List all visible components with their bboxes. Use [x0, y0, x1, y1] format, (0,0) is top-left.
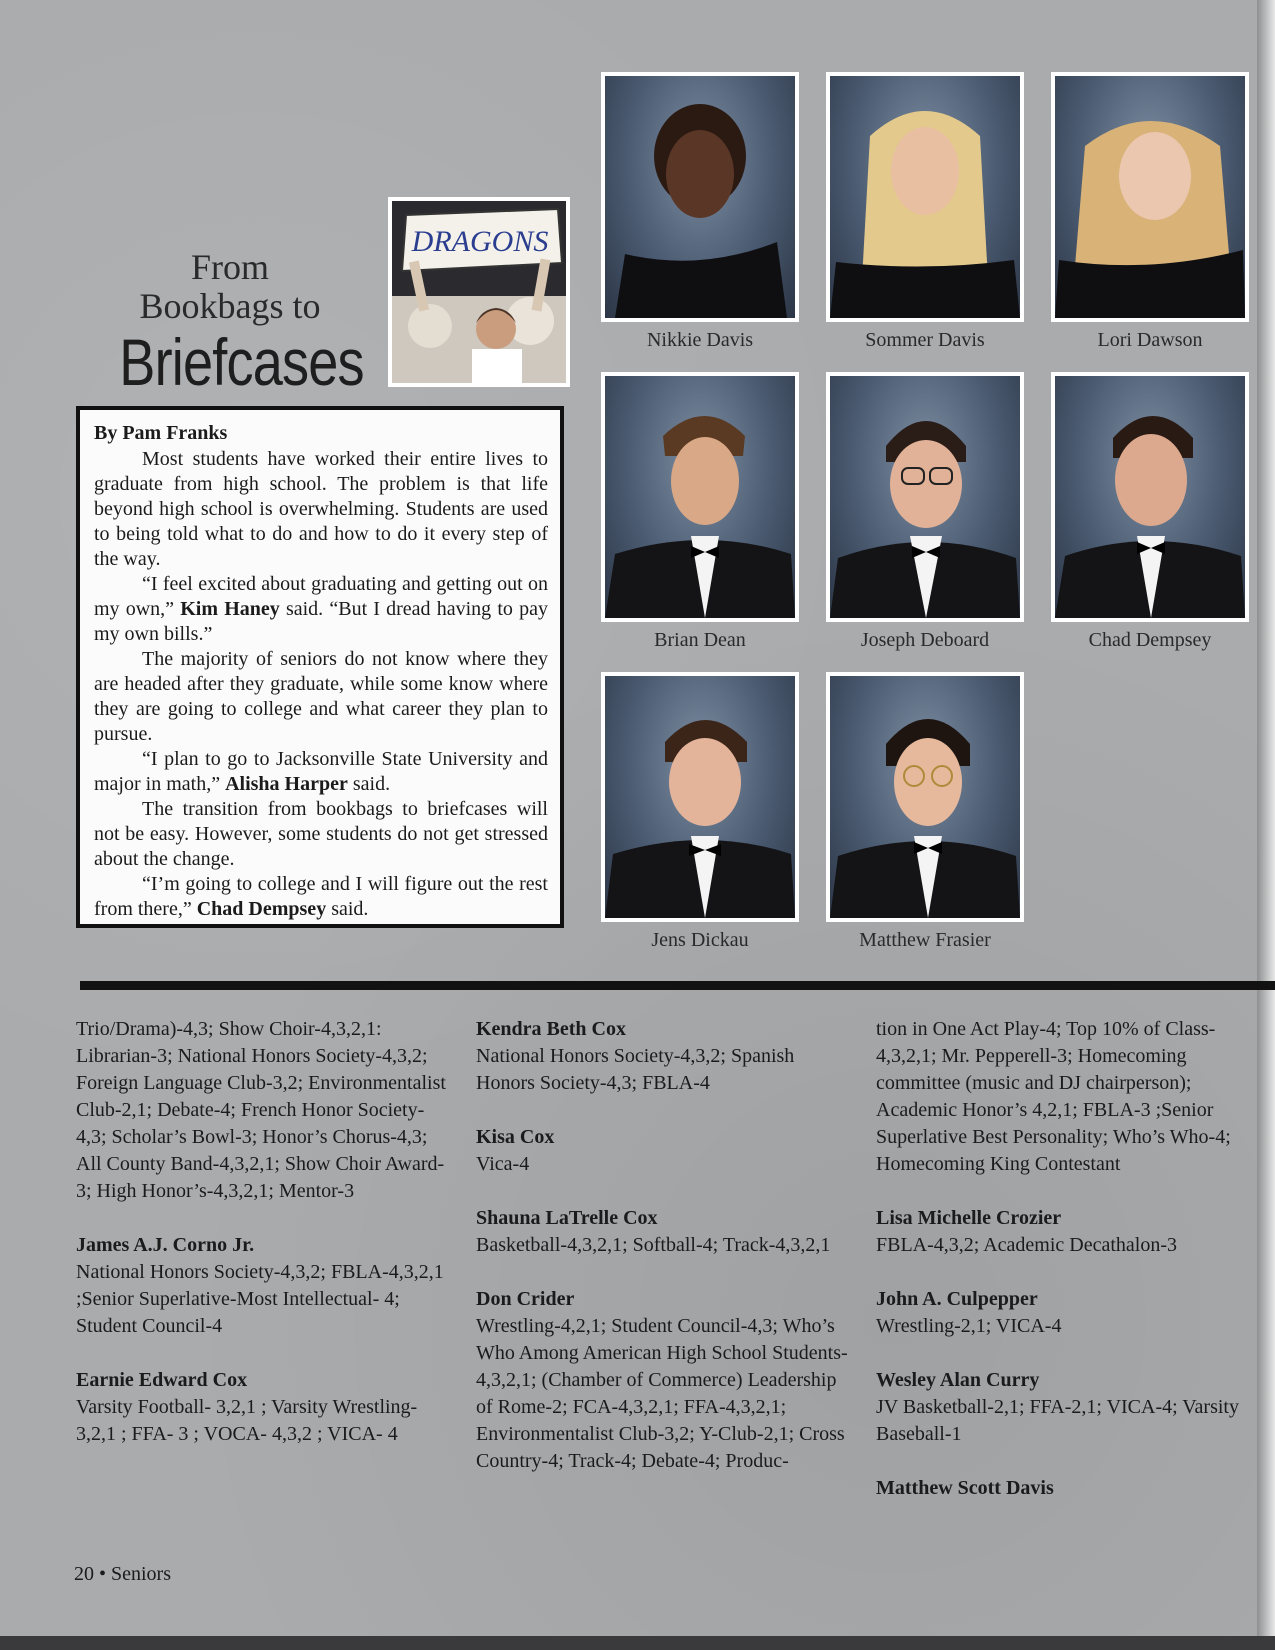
senior-activities: Basketball-4,3,2,1; Softball-4; Track-4,3,2,1 [476, 1234, 831, 1256]
portrait-name: Nikkie Davis [646, 329, 754, 351]
senior-name: Wesley Alan Curry [876, 1369, 1040, 1391]
feature-title [95, 248, 365, 398]
portrait-nikkie-davis [601, 72, 799, 352]
senior-activities: Wrestling-4,2,1; Student Council-4,3; Who’s Who Among American High School Students-4,3,2,1; (Chamber of Commerce) Leadership of Rome-2; FCA-4,3,2,1; FFA-4,3,2,1; Environmentalist Club-3,2; Y-Club-2,1; Cross Country-4; Track-4; Debate-4; Produc- [476, 1315, 848, 1472]
portrait-name: Chad Dempsey [1088, 629, 1212, 651]
portrait-name: Lori Dawson [1097, 329, 1203, 351]
senior-name: Matthew Scott Davis [876, 1477, 1054, 1499]
portrait-matthew-frasier [826, 672, 1024, 952]
bottom-edge [0, 1636, 1275, 1650]
senior-entry: Trio/Drama)-4,3; Show Choir-4,3,2,1: Librarian-3; National Honors Society-4,3,2; Foreign Language Club-3,2; Environmentalist Club-2,1; Debate-4; French Honor Society-4,3; Scholar’s Bowl-3; Honor’s Chorus-4,3; All County Band-4,3,2,1; Show Choir Award-3; High Honor’s-4,3,2,1; Mentor-3 [76, 1018, 446, 1202]
portrait-name: Brian Dean [654, 629, 746, 651]
quote-name-kim-haney: Kim Haney [180, 598, 280, 620]
senior-column-3 [876, 1016, 1246, 1529]
dragons-photo-illustration [392, 201, 566, 383]
dragons-sign-photo [388, 197, 570, 387]
senior-entry [76, 1232, 451, 1340]
senior-activities: FBLA-4,3,2; Academic Decathalon-3 [876, 1234, 1178, 1256]
quote-name-chad-dempsey: Chad Dempsey [196, 898, 327, 920]
senior-name: Kendra Beth Cox [476, 1018, 626, 1040]
portrait-photo [826, 72, 1024, 322]
senior-column-2 [476, 1016, 851, 1502]
portrait-joseph-deboard [826, 372, 1024, 652]
portrait-lori-dawson [1051, 72, 1249, 352]
article-paragraph-3: The majority of seniors do not know where they are headed after they graduate, while some know where they are going to college and what career they plan to pursue. [94, 648, 548, 745]
senior-entry [476, 1124, 851, 1178]
senior-entry [76, 1367, 451, 1448]
senior-activities: JV Basketball-2,1; FFA-2,1; VICA-4; Varsity Baseball-1 [876, 1396, 1239, 1445]
portrait-brian-dean [601, 372, 799, 652]
portrait-name: Sommer Davis [865, 329, 985, 351]
portrait-name: Jens Dickau [651, 929, 749, 951]
feature-article [76, 406, 564, 928]
portrait-name: Matthew Frasier [859, 929, 991, 951]
senior-activities: Wrestling-2,1; VICA-4 [876, 1315, 1062, 1337]
sign-text: DRAGONS [411, 225, 549, 258]
portrait-photo [601, 72, 799, 322]
senior-column-1 [76, 1016, 451, 1475]
senior-entry: tion in One Act Play-4; Top 10% of Class-4,3,2,1; Mr. Pepperell-3; Homecoming committee (music and DJ chairperson); Academic Honor’s 4,2,1; FBLA-3 ;Senior Superlative Best Personality; Who’s Who-4; Homecoming King Contestant [876, 1018, 1231, 1175]
senior-activities: Vica-4 [476, 1153, 530, 1175]
senior-name: John A. Culpepper [876, 1288, 1038, 1310]
section-divider [80, 981, 1275, 990]
portrait-chad-dempsey [1051, 372, 1249, 652]
portrait-photo [601, 672, 799, 922]
article-paragraph-2: “I feel excited about graduating and getting out on my own,” Kim Haney said. “But I dread having to pay my own bills.” [94, 573, 548, 645]
senior-entry [476, 1016, 851, 1097]
senior-name: Don Crider [476, 1288, 575, 1310]
page-edge [1257, 0, 1275, 1650]
portrait-photo [826, 372, 1024, 622]
portrait-photo [826, 672, 1024, 922]
portrait-name: Joseph Deboard [860, 629, 990, 651]
title-line-2: Bookbags to [139, 286, 321, 326]
article-paragraph-4: “I plan to go to Jacksonville State University and major in math,” Alisha Harper said. [94, 748, 548, 795]
portrait-photo [1051, 72, 1249, 322]
portrait-sommer-davis [826, 72, 1024, 352]
senior-entry [876, 1286, 1246, 1340]
title-line-1: From [190, 247, 269, 287]
senior-name: Shauna LaTrelle Cox [476, 1207, 658, 1229]
senior-entry [476, 1205, 851, 1259]
article-paragraph-6: “I’m going to college and I will figure out the rest from there,” Chad Dempsey said. [94, 873, 548, 920]
senior-entry [876, 1205, 1246, 1259]
page-footer: 20 • Seniors [74, 1563, 172, 1585]
senior-activities: National Honors Society-4,3,2; Spanish Honors Society-4,3; FBLA-4 [476, 1045, 795, 1094]
article-paragraph-1: Most students have worked their entire lives to graduate from high school. The problem is that life beyond high school is overwhelming. Students are used to being told what to do and how to do it every step of the way. [94, 448, 548, 570]
article-paragraph-5: The transition from bookbags to briefcases will not be easy. However, some students do not get stressed about the change. [94, 798, 548, 870]
senior-entry [876, 1475, 1246, 1502]
senior-activities: National Honors Society-4,3,2; FBLA-4,3,2,1 ;Senior Superlative-Most Intellectual- 4; Student Council-4 [76, 1261, 444, 1337]
portrait-photo [1051, 372, 1249, 622]
byline: By Pam Franks [94, 422, 228, 444]
senior-name: Kisa Cox [476, 1126, 555, 1148]
quote-name-alisha-harper: Alisha Harper [225, 773, 348, 795]
portrait-photo [601, 372, 799, 622]
senior-activities: Varsity Football- 3,2,1 ; Varsity Wrestling- 3,2,1 ; FFA- 3 ; VOCA- 4,3,2 ; VICA- 4 [76, 1396, 418, 1445]
senior-entry [876, 1367, 1246, 1448]
senior-entry [476, 1286, 851, 1475]
senior-name: Earnie Edward Cox [76, 1369, 248, 1391]
senior-name: Lisa Michelle Crozier [876, 1207, 1062, 1229]
senior-name: James A.J. Corno Jr. [76, 1234, 255, 1256]
title-line-3: Briefcases [119, 325, 364, 399]
portrait-jens-dickau [601, 672, 799, 952]
